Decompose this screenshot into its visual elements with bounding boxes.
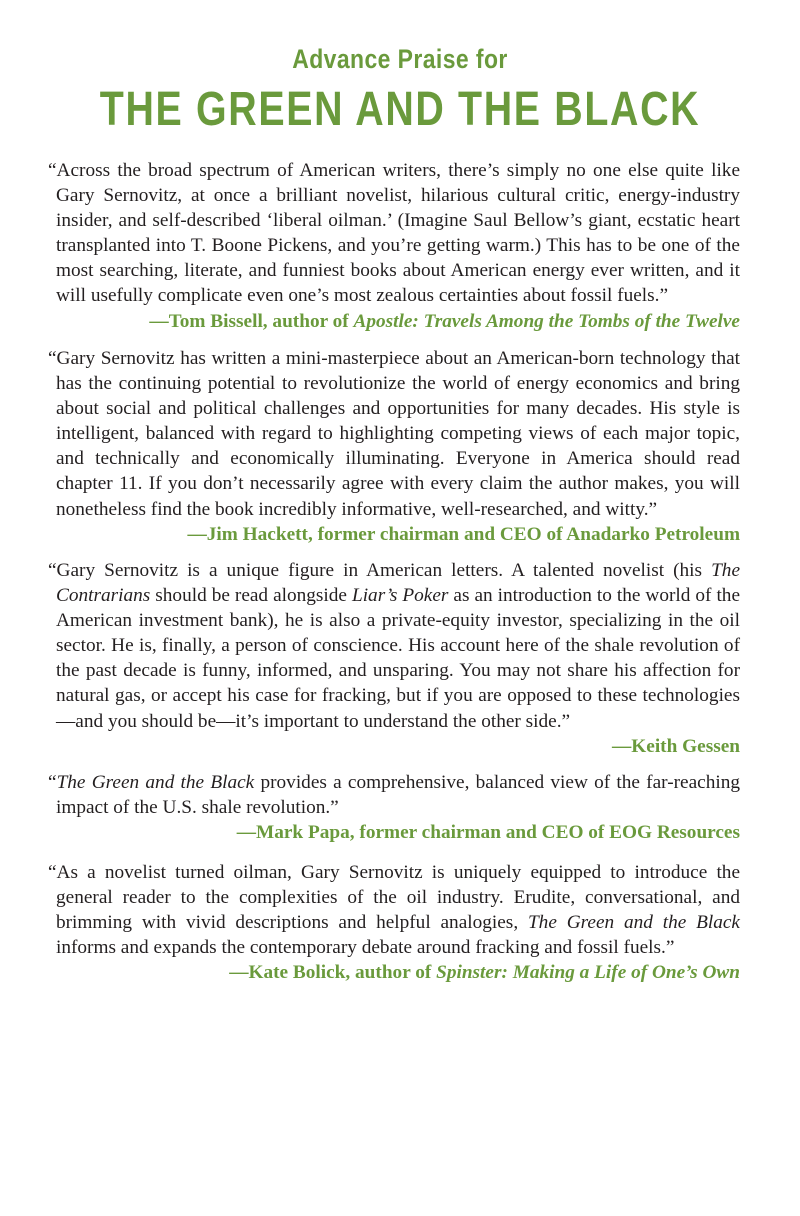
blurb-attribution: —Mark Papa, former chairman and CEO of EOG Resources (236, 822, 740, 844)
blurb-text-segment: as an introduction to the world of the American investment bank), he is also a private-equity investor, specializing in the oil sector. He is, finally, a person of conscience. His account here of the shale revolution of the past decade is funny, informed, and unsparing. You may not share his affection for natural gas, or accept his case for fracking, but if you are opposed to these technologies—and you should be—it’s important to understand the other side.” (56, 585, 741, 732)
blurb-attribution: —Jim Hackett, former chairman and CEO of Anadarko Petroleum (187, 523, 740, 545)
blurb-text-segment: should be read alongside (150, 585, 352, 607)
blurb-mark-papa (48, 770, 740, 845)
book-title: THE GREEN AND THE BLACK (99, 83, 701, 136)
blurb-text (48, 770, 740, 820)
blurb-text-segment: “ (48, 772, 57, 793)
blurb-keith-gessen (48, 558, 741, 759)
blurb-jim-hackett (48, 346, 740, 547)
attribution-work: Apostle: Travels Among the Tombs of the Twelve (353, 310, 740, 332)
blurb-attribution (56, 960, 740, 985)
blurb-text (48, 860, 740, 960)
blurb-text-segment: informs and expands the contemporary debate around fracking and fossil fuels.” (56, 937, 675, 959)
blurb-italic-title: Liar’s Poker (351, 585, 449, 607)
blurb-attribution: —Keith Gessen (611, 735, 740, 757)
blurb-attribution (56, 309, 740, 334)
blurb-italic-title: The Contrarians (56, 560, 740, 607)
blurb-text-segment: “Gary Sernovitz is a unique figure in American letters. A talented novelist (his (48, 560, 712, 581)
blurb-text-segment: provides a comprehensive, balanced view of the far-reaching impact of the U.S. shale revolution.” (56, 772, 740, 819)
blurb-tom-bissell (48, 158, 740, 334)
attribution-name: —Tom Bissell, author of (149, 310, 354, 332)
blurb-text: “Gary Sernovitz has written a mini-masterpiece about an American-born technology that has the continuing potential to revolutionize the world of energy economics and bring about social and political challenges and opportunities for many decades. His style is intelligent, balanced with regard to highlighting competing views of each major topic, and technically and economically illuminating. Everyone in America should read chapter 11. If you don’t necessarily agree with every claim the author makes, you will nonetheless find the book incredibly informative, well-researched, and witty.” (48, 348, 740, 520)
blurb-text: “Across the broad spectrum of American writers, there’s simply no one else quite like Gary Sernovitz, at once a brilliant novelist, hilarious cultural critic, energy-industry insider, and self-described ‘liberal oilman.’ (Imagine Saul Bellow’s giant, ecstatic heart transplanted into T. Boone Pickens, and you’re getting warm.) This has to be one of the most searching, literate, and funniest books about American energy ever written, and it will usefully complicate even one’s most zealous certainties about fossil fuels.” (48, 160, 740, 307)
blurb-italic-title: The Green and the Black (527, 912, 740, 934)
page-kicker: Advance Praise for (292, 44, 508, 74)
blurb-text-segment: “As a novelist turned oilman, Gary Sernovitz is uniquely equipped to introduce the general reader to the complexities of the oil industry. Erudite, conversational, and brimming with vivid descriptions and helpful analogies, (48, 862, 740, 934)
blurb-italic-title: The Green and the Black (56, 772, 255, 793)
attribution-name: —Kate Bolick, author of (229, 962, 437, 984)
blurb-text (48, 558, 741, 734)
attribution-work: Spinster: Making a Life of One’s Own (436, 962, 740, 984)
blurb-kate-bolick (48, 860, 740, 985)
